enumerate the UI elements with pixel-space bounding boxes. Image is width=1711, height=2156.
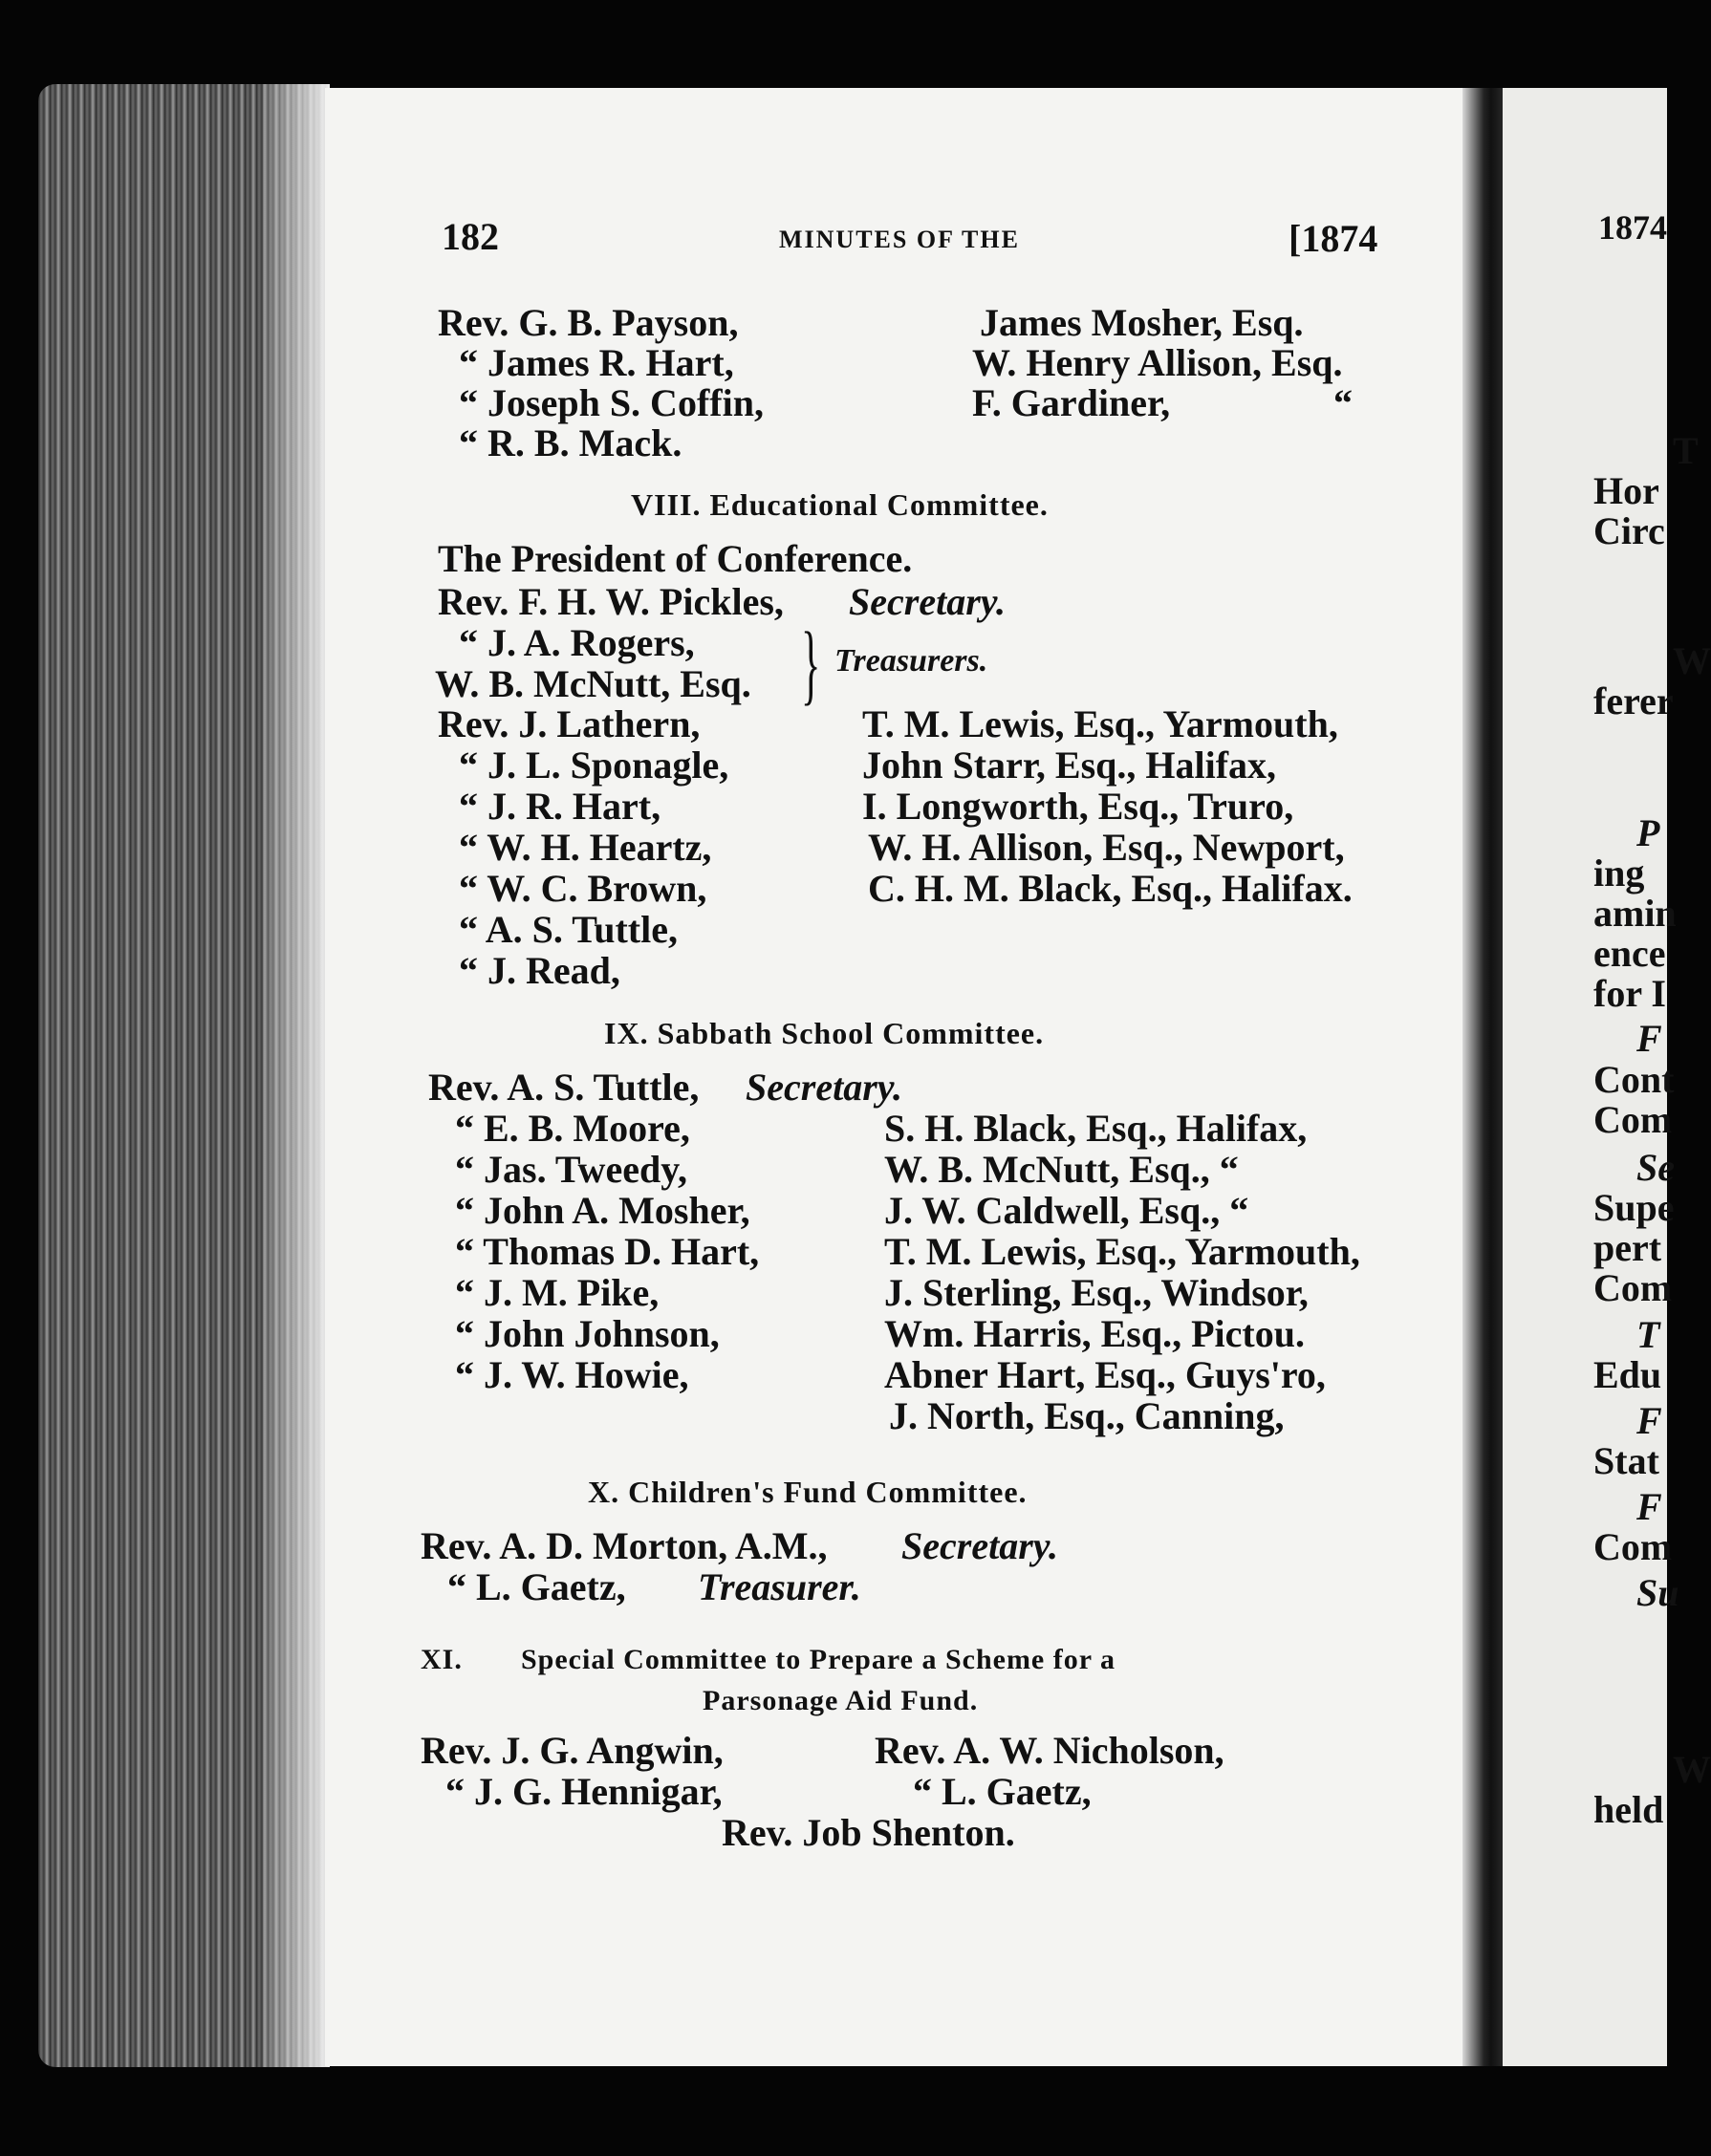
section-heading: X. Children's Fund Committee. xyxy=(588,1475,1028,1509)
facing-line: Circ xyxy=(1593,509,1665,552)
facing-line: ferer xyxy=(1593,679,1674,722)
list-item: “ J. W. Howie, xyxy=(455,1353,689,1396)
ditto-mark: “ xyxy=(1333,381,1353,424)
facing-line: F xyxy=(1636,1399,1662,1442)
facing-line: held xyxy=(1593,1788,1664,1831)
list-item: J. North, Esq., Canning, xyxy=(889,1394,1285,1437)
facing-line: Hor xyxy=(1593,469,1659,512)
list-item: J. Sterling, Esq., Windsor, xyxy=(884,1271,1309,1314)
facing-line: for I xyxy=(1593,972,1666,1015)
facing-line: Com xyxy=(1593,1098,1673,1141)
list-item: “ A. S. Tuttle, xyxy=(459,908,678,951)
facing-line: Supe xyxy=(1593,1186,1675,1229)
list-item: “ John A. Mosher, xyxy=(455,1189,750,1232)
facing-line: T xyxy=(1673,429,1699,472)
list-item: Rev. A. S. Tuttle, xyxy=(428,1066,700,1109)
list-item: W. Henry Allison, Esq. xyxy=(972,341,1343,384)
facing-line: Su xyxy=(1636,1571,1679,1614)
list-item: “ John Johnson, xyxy=(455,1312,720,1355)
book-page-edges xyxy=(38,84,330,2067)
list-item: Rev. J. Lathern, xyxy=(438,702,701,745)
facing-line: Cont xyxy=(1593,1058,1675,1101)
list-item: “ James R. Hart, xyxy=(459,341,734,384)
list-item: S. H. Black, Esq., Halifax, xyxy=(884,1107,1308,1150)
brace: } xyxy=(801,614,821,714)
list-item: Rev. F. H. W. Pickles, xyxy=(438,580,784,623)
facing-line: Stat xyxy=(1593,1439,1659,1482)
list-item: “ J. Read, xyxy=(459,949,620,992)
facing-line: Se xyxy=(1636,1146,1675,1189)
list-item: Abner Hart, Esq., Guys'ro, xyxy=(884,1353,1326,1396)
facing-line: amin xyxy=(1593,892,1677,935)
list-item: W. B. McNutt, Esq. xyxy=(435,662,751,705)
facing-line: F xyxy=(1636,1017,1662,1060)
section-heading: Special Committee to Prepare a Scheme for a xyxy=(521,1644,1116,1675)
facing-line: Edu xyxy=(1593,1353,1662,1396)
list-item: Rev. A. W. Nicholson, xyxy=(875,1729,1224,1772)
list-item: “ J. A. Rogers, xyxy=(459,621,695,664)
list-item: “ J. G. Hennigar, xyxy=(445,1770,723,1813)
list-item: James Mosher, Esq. xyxy=(980,301,1304,344)
list-item: Rev. Job Shenton. xyxy=(722,1811,1015,1854)
role-label: Treasurers. xyxy=(834,643,988,679)
section-heading: VIII. Educational Committee. xyxy=(631,487,1049,522)
role-label: Treasurer. xyxy=(698,1565,861,1608)
list-item: W. H. Allison, Esq., Newport, xyxy=(868,826,1345,869)
list-item: “ J. M. Pike, xyxy=(455,1271,660,1314)
facing-page-year: 1874 xyxy=(1598,208,1667,247)
running-year: [1874 xyxy=(1289,217,1378,260)
list-item: “ Jas. Tweedy, xyxy=(455,1148,687,1191)
section-number: XI. xyxy=(421,1644,463,1675)
list-item: “ W. C. Brown, xyxy=(459,867,707,910)
facing-line: ence xyxy=(1593,932,1666,975)
list-item: Wm. Harris, Esq., Pictou. xyxy=(884,1312,1305,1355)
facing-line: Com xyxy=(1593,1525,1673,1568)
facing-page-fragment xyxy=(1503,88,1711,2066)
role-label: Secretary. xyxy=(901,1524,1059,1567)
list-item: “ L. Gaetz, xyxy=(913,1770,1092,1813)
list-item: T. M. Lewis, Esq., Yarmouth, xyxy=(884,1230,1360,1273)
list-item: “ W. H. Heartz, xyxy=(459,826,712,869)
facing-line: F xyxy=(1636,1485,1662,1528)
list-item: Rev. J. G. Angwin, xyxy=(421,1729,724,1772)
facing-line: ing xyxy=(1593,852,1645,895)
facing-line: W xyxy=(1673,1748,1711,1791)
page-number: 182 xyxy=(442,215,499,258)
list-item: “ J. R. Hart, xyxy=(459,785,661,828)
list-item: Rev. A. D. Morton, A.M., xyxy=(421,1524,828,1567)
list-item: C. H. M. Black, Esq., Halifax. xyxy=(868,867,1353,910)
facing-line: P xyxy=(1636,811,1660,854)
list-item: T. M. Lewis, Esq., Yarmouth, xyxy=(862,702,1338,745)
section-heading-cont: Parsonage Aid Fund. xyxy=(703,1685,979,1716)
facing-line: T xyxy=(1636,1313,1660,1356)
list-item: “ J. L. Sponagle, xyxy=(459,744,729,787)
list-item: Rev. G. B. Payson, xyxy=(438,301,739,344)
list-item: “ R. B. Mack. xyxy=(459,421,682,464)
role-label: Secretary. xyxy=(849,580,1007,623)
list-item: “ E. B. Moore, xyxy=(455,1107,690,1150)
facing-line: Com xyxy=(1593,1266,1673,1309)
list-item: “ L. Gaetz, xyxy=(447,1565,626,1608)
list-item: The President of Conference. xyxy=(438,537,913,580)
list-item: “ Joseph S. Coffin, xyxy=(459,381,764,424)
list-item: “ Thomas D. Hart, xyxy=(455,1230,760,1273)
section-heading: IX. Sabbath School Committee. xyxy=(604,1016,1045,1050)
facing-line: W xyxy=(1673,639,1711,682)
list-item: F. Gardiner, xyxy=(972,381,1171,424)
list-item: J. W. Caldwell, Esq., “ xyxy=(884,1189,1249,1232)
list-item: W. B. McNutt, Esq., “ xyxy=(884,1148,1239,1191)
role-label: Secretary. xyxy=(746,1066,903,1109)
running-title: MINUTES OF THE xyxy=(779,226,1020,253)
facing-line: pert xyxy=(1593,1226,1662,1269)
list-item: I. Longworth, Esq., Truro, xyxy=(862,785,1294,828)
list-item: John Starr, Esq., Halifax, xyxy=(862,744,1277,787)
